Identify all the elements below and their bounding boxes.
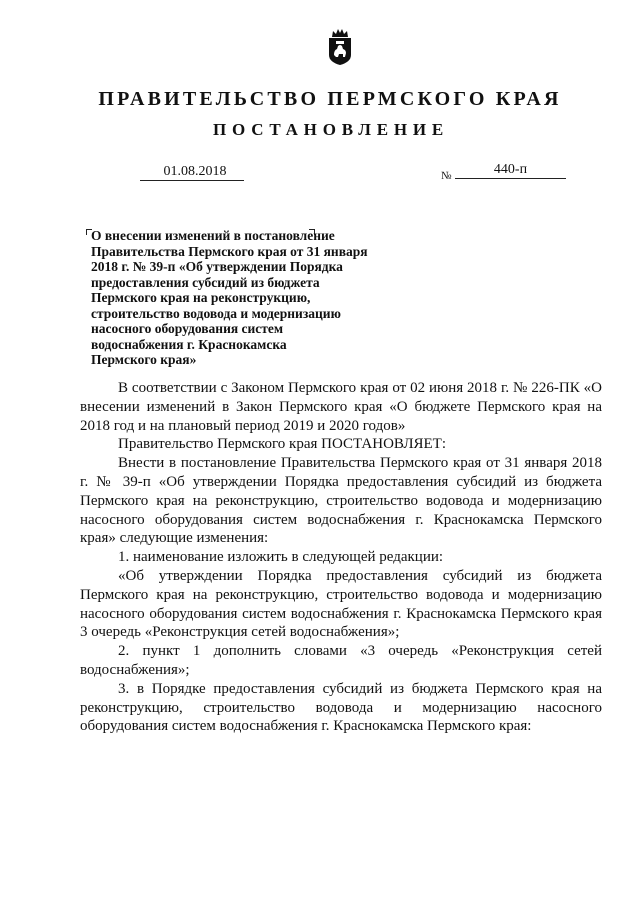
subject-line: О внесении изменений в постановление [91, 228, 335, 243]
body-paragraph: В соответствии с Законом Пермского края от 02 июня 2018 г. № 226-ПК «О внесении изменений в Закон Пермского края «О бюджете Пермского края на 2018 год и на плановый период 2019 и 2020 годов» [80, 380, 602, 434]
document-date: 01.08.2018 [140, 164, 244, 181]
perm-krai-coat-of-arms-icon [325, 28, 355, 66]
document-subject [91, 228, 421, 368]
number-sign: № [441, 170, 452, 182]
government-title: ПРАВИТЕЛЬСТВО ПЕРМСКОГО КРАЯ [98, 88, 562, 110]
body-paragraph: 2. пункт 1 дополнить словами «3 очередь «Реконструкция сетей водоснабжения»; [80, 643, 602, 678]
subject-line: Пермского края» [91, 352, 197, 367]
body-paragraph: Правительство Пермского края ПОСТАНОВЛЯЕТ: [118, 436, 447, 453]
document-number: 440-п [455, 162, 566, 179]
subject-line: 2018 г. № 39-п «Об утверждении Порядка [91, 259, 343, 274]
subject-line: строительство водовода и модернизацию [91, 305, 341, 321]
body-paragraph: Внести в постановление Правительства Пермского края от 31 января 2018 г. № 39-п «Об утверждении Порядка предоставления субсидий из бюджета Пермского края на реконструкцию, строительство водовода и модернизацию насосного оборудования систем водоснабжения г. Краснокамска Пермского края» следующие изменения: [80, 455, 602, 547]
subject-line: предоставления субсидий из бюджета [91, 274, 320, 290]
subject-line: насосного оборудования систем [91, 321, 284, 336]
body-paragraph: 3. в Порядке предоставления субсидий из бюджета Пермского края на реконструкцию, строительство водовода и модернизацию насосного оборудования систем водоснабжения г. Краснокамска Пермского края: [80, 680, 602, 735]
subject-line: водоснабжения г. Краснокамска [91, 336, 287, 352]
document-type: ПОСТАНОВЛЕНИЕ [212, 120, 450, 139]
subject-line: Пермского края на реконструкцию, [91, 290, 311, 305]
body-paragraph: 1. наименование изложить в следующей редакции: [118, 549, 444, 566]
body-paragraph: «Об утверждении Порядка предоставления субсидий из бюджета Пермского края на реконструкцию, строительство водовода и модернизацию насосного оборудования систем водоснабжения г. Краснокамска Пермского края 3 очередь «Реконструкция сетей водоснабжения»; [80, 567, 602, 641]
subject-line: Правительства Пермского края от 31 января [91, 243, 368, 259]
document-body [80, 379, 602, 736]
